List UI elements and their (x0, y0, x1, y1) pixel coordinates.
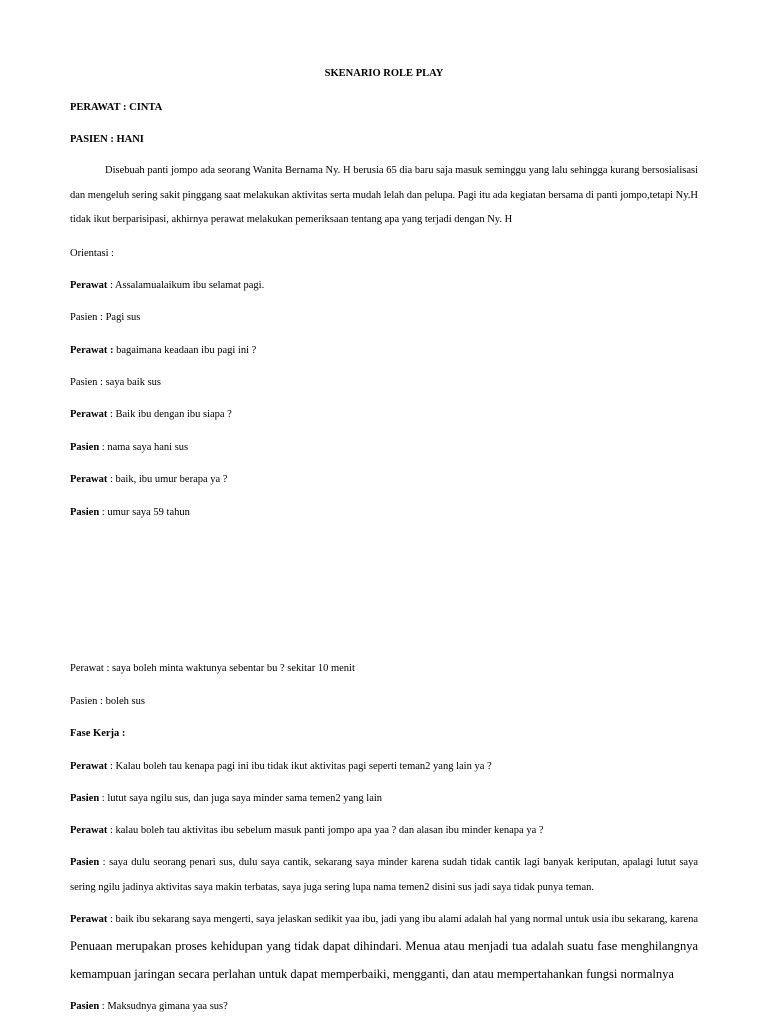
dialog-line: Perawat : Baik ibu dengan ibu siapa ? (70, 409, 232, 420)
perawat-header: PERAWAT : CINTA (70, 102, 163, 113)
pasien-long-paragraph: Pasien : saya dulu seorang penari sus, dulu saya cantik, sekarang saya minder karena sudah tidak cantik lagi banyak keriputan, apalagi lutut saya sering ngilu jadinya aktivitas saya makin terbatas, saya juga sering lupa nama temen2 disini sus jadi saya tidak punya teman. (70, 857, 698, 893)
dialog-line: Pasien : saya baik sus (70, 377, 162, 388)
perawat-long-paragraph: Perawat : baik ibu sekarang saya mengerti, saya jelaskan sedikit yaa ibu, jadi yang ibu alami adalah hal yang normal untuk usia ibu sekarang, karena Penuaan merupakan proses kehidupan yang tidak dapat dihindari. Menua atau menjadi tua adalah suatu fase menghilangnya kemampuan jaringan secara perlahan untuk dapat memperbaiki, mengganti, dan atau mempertahankan fungsi normalnya (70, 914, 698, 981)
orientasi-label: Orientasi : (70, 248, 115, 259)
dialog-line: Pasien : umur saya 59 tahun (70, 507, 190, 518)
dialog-line: Pasien : boleh sus (70, 696, 145, 707)
dialog-line: Perawat : saya boleh minta waktunya sebentar bu ? sekitar 10 menit (70, 663, 355, 674)
dialog-line: Pasien : Maksudnya gimana yaa sus? (70, 1001, 228, 1012)
pasien-header: PASIEN : HANI (70, 134, 144, 145)
dialog-line: Perawat : kalau boleh tau aktivitas ibu sebelum masuk panti jompo apa yaa ? dan alasan ibu minder kenapa ya ? (70, 825, 544, 836)
dialog-line: Perawat : baik, ibu umur berapa ya ? (70, 474, 228, 485)
dialog-line: Pasien : Pagi sus (70, 312, 141, 323)
intro-text: Disebuah panti jompo ada seorang Wanita Bernama Ny. H berusia 65 dia baru saja masuk seminggu yang lalu sehingga kurang bersosialisasi dan mengeluh sering sakit pinggang saat melakukan aktivitas serta mudah lelah dan pelupa. Pagi itu ada kegiatan bersama di panti jompo,tetapi Ny.H tidak ikut berparisipasi, akhirnya perawat melakukan pemeriksaan tentang apa yang terjadi dengan Ny. H (70, 165, 698, 225)
page-title: SKENARIO ROLE PLAY (324, 68, 444, 79)
intro-paragraph (70, 159, 698, 233)
dialog-line: Perawat : bagaimana keadaan ibu pagi ini ? (70, 345, 257, 356)
fase-kerja-label: Fase Kerja : (70, 728, 126, 739)
dialog-line: Pasien : lutut saya ngilu sus, dan juga saya minder sama temen2 yang lain (70, 793, 383, 804)
dialog-line: Perawat : Kalau boleh tau kenapa pagi ini ibu tidak ikut aktivitas pagi seperti teman2 yang lain ya ? (70, 761, 492, 772)
dialog-line: Perawat : Assalamualaikum ibu selamat pagi. (70, 280, 265, 291)
dialog-line: Pasien : nama saya hani sus (70, 442, 189, 453)
